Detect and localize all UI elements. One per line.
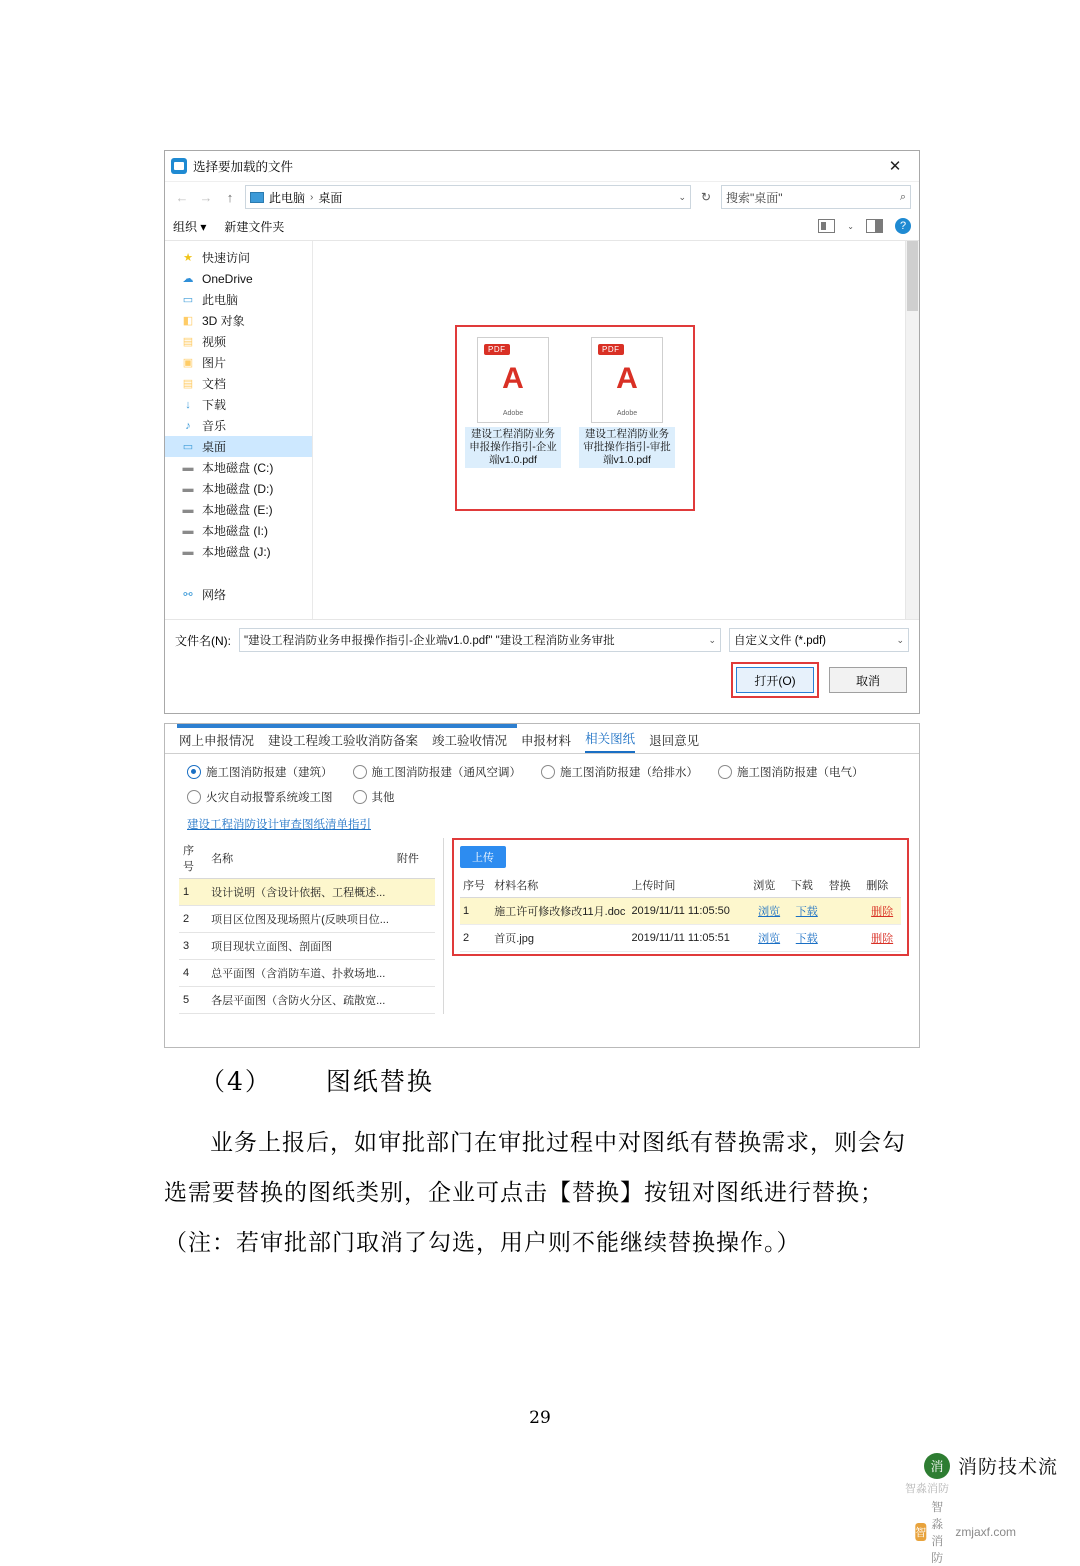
network-icon: ⚯ bbox=[183, 589, 193, 601]
column-divider bbox=[443, 838, 444, 1014]
cell-attachment[interactable] bbox=[393, 933, 435, 960]
drawing-category-radios bbox=[165, 754, 919, 805]
uploaded-materials-panel bbox=[452, 838, 909, 956]
drawing-checklist-guide-link[interactable]: 建设工程消防设计审查图纸清单指引 bbox=[187, 819, 371, 831]
search-icon: ⌕ bbox=[899, 190, 906, 203]
preview-pane-icon[interactable] bbox=[866, 219, 883, 233]
watermark-side-text: 智淼消防 bbox=[905, 1483, 949, 1495]
cell-index: 1 bbox=[179, 879, 207, 906]
download-link[interactable]: 下载 bbox=[795, 906, 818, 918]
sidebar-item-music[interactable] bbox=[165, 415, 312, 436]
file-grid bbox=[465, 337, 675, 468]
file-name-label: 建设工程消防业务审批操作指引-审批端v1.0.pdf bbox=[579, 427, 675, 468]
table-header-row bbox=[179, 838, 435, 879]
header-download: 下载 bbox=[788, 873, 826, 898]
cell-upload-time: 2019/11/11 11:05:51 bbox=[628, 925, 750, 952]
disk-icon: ▬ bbox=[182, 503, 194, 516]
file-list-pane[interactable] bbox=[313, 241, 919, 619]
chevron-down-icon[interactable]: ⌄ bbox=[847, 221, 854, 231]
radio-icon[interactable] bbox=[187, 790, 201, 804]
page-number: 29 bbox=[529, 1408, 551, 1428]
open-button-highlight bbox=[731, 662, 819, 698]
disk-icon: ▬ bbox=[182, 482, 194, 495]
delete-link[interactable]: 删除 bbox=[871, 933, 894, 945]
web-app-screenshot bbox=[164, 723, 920, 1048]
view-link[interactable]: 浏览 bbox=[758, 933, 781, 945]
sidebar-item-label: 3D 对象 bbox=[202, 314, 245, 328]
dialog-title-bar bbox=[165, 151, 919, 182]
radio-label: 施工图消防报建（电气） bbox=[737, 767, 864, 779]
filename-input[interactable] bbox=[239, 628, 721, 652]
table-header-row bbox=[460, 873, 901, 898]
cell-index: 5 bbox=[179, 987, 207, 1014]
disk-icon: ▬ bbox=[182, 545, 194, 558]
table-row[interactable] bbox=[179, 879, 435, 906]
sidebar-item-label: 文档 bbox=[202, 377, 227, 391]
radio-option-building[interactable] bbox=[187, 764, 333, 780]
sidebar-item-onedrive[interactable] bbox=[165, 268, 312, 289]
back-icon[interactable]: ← bbox=[175, 189, 189, 205]
scrollbar-thumb[interactable] bbox=[907, 241, 918, 311]
sidebar-item-network[interactable] bbox=[165, 584, 312, 605]
sidebar-item-label: 图片 bbox=[202, 356, 227, 370]
new-folder-button[interactable]: 新建文件夹 bbox=[224, 219, 285, 234]
watermark-right-text: 消防技术流 bbox=[957, 1456, 1058, 1478]
chevron-down-icon[interactable]: ⌄ bbox=[896, 634, 904, 645]
body-paragraph: 业务上报后，如审批部门在审批过程中对图纸有替换需求，则会勾选需要替换的图纸类别，企业可点击【替换】按钮对图纸进行替换；（注：若审批部门取消了勾选，用户则不能继续替换操作。） bbox=[164, 1130, 906, 1256]
dialog-title: 选择要加载的文件 bbox=[193, 160, 294, 174]
cell-name: 项目现状立面图、剖面图 bbox=[207, 933, 393, 960]
heading-title: 图纸替换 bbox=[325, 1067, 434, 1096]
sidebar-item-disk-i[interactable] bbox=[165, 520, 312, 541]
zhimiao-logo-icon: 智 bbox=[915, 1523, 926, 1541]
navigation-sidebar bbox=[165, 241, 313, 619]
radio-option-fire-alarm[interactable] bbox=[187, 789, 333, 805]
close-icon[interactable]: ✕ bbox=[888, 158, 902, 175]
radio-label: 施工图消防报建（建筑） bbox=[206, 767, 333, 779]
adobe-a-icon: A bbox=[502, 362, 524, 395]
radio-label: 火灾自动报警系统竣工图 bbox=[206, 792, 333, 804]
folder-icon: ▣ bbox=[182, 357, 194, 369]
navigation-bar bbox=[165, 182, 919, 212]
table-row[interactable] bbox=[179, 960, 435, 987]
cancel-button[interactable]: 取消 bbox=[829, 667, 907, 693]
tab-related-drawings[interactable]: 相关图纸 bbox=[585, 729, 635, 753]
tab-completion-acceptance-record[interactable]: 建设工程竣工验收消防备案 bbox=[268, 734, 419, 748]
breadcrumb-separator: › bbox=[310, 191, 314, 203]
breadcrumb-root[interactable]: 此电脑 bbox=[269, 190, 306, 205]
radio-icon[interactable] bbox=[541, 765, 555, 779]
file-name-label: 建设工程消防业务申报操作指引-企业端v1.0.pdf bbox=[465, 427, 561, 468]
watermark-right bbox=[924, 1452, 1058, 1479]
delete-link[interactable]: 删除 bbox=[871, 906, 894, 918]
desktop-icon: ▭ bbox=[182, 441, 194, 453]
forward-icon[interactable]: → bbox=[199, 189, 213, 205]
tab-acceptance-status[interactable]: 竣工验收情况 bbox=[432, 734, 508, 748]
radio-icon[interactable] bbox=[187, 765, 201, 779]
sidebar-item-label: 本地磁盘 (E:) bbox=[202, 503, 273, 517]
disk-icon: ▬ bbox=[182, 524, 194, 537]
cell-name: 项目区位图及现场照片(反映项目位... bbox=[207, 906, 393, 933]
sidebar-item-documents[interactable] bbox=[165, 373, 312, 394]
tab-online-declaration[interactable]: 网上申报情况 bbox=[179, 734, 255, 748]
filetype-select[interactable] bbox=[729, 628, 909, 652]
pdf-badge: PDF bbox=[484, 344, 510, 355]
folder-icon: ▤ bbox=[182, 336, 194, 348]
header-index: 序号 bbox=[460, 873, 491, 898]
sidebar-item-label: 本地磁盘 (C:) bbox=[202, 461, 274, 475]
download-icon: ↓ bbox=[185, 398, 191, 411]
computer-icon: ▭ bbox=[182, 294, 194, 306]
radio-row-2 bbox=[187, 789, 905, 805]
header-attachment: 附件 bbox=[393, 838, 435, 879]
view-mode-icon[interactable] bbox=[818, 219, 835, 233]
cell-index: 3 bbox=[179, 933, 207, 960]
sidebar-item-videos[interactable] bbox=[165, 331, 312, 352]
pdf-badge: PDF bbox=[598, 344, 624, 355]
tab-return-comments[interactable]: 退回意见 bbox=[649, 734, 700, 748]
dialog-body bbox=[165, 241, 919, 620]
sidebar-item-label: 网络 bbox=[202, 588, 227, 602]
cell-name: 设计说明（含设计依据、工程概述... bbox=[207, 879, 393, 906]
sidebar-item-quick-access[interactable] bbox=[165, 247, 312, 268]
cell-attachment[interactable] bbox=[393, 987, 435, 1014]
radio-option-plumbing[interactable] bbox=[541, 764, 698, 780]
cloud-icon: ☁ bbox=[182, 273, 194, 285]
watermark-center-url: zmjaxf.com bbox=[955, 1525, 1016, 1539]
filename-row bbox=[165, 620, 919, 660]
pdf-file-icon bbox=[591, 337, 663, 423]
content-columns bbox=[165, 838, 919, 1014]
radio-row-1 bbox=[187, 764, 905, 780]
header-delete: 删除 bbox=[863, 873, 901, 898]
radio-icon[interactable] bbox=[718, 765, 732, 779]
tab-bar bbox=[165, 724, 919, 754]
cell-index: 2 bbox=[179, 906, 207, 933]
sidebar-item-pictures[interactable] bbox=[165, 352, 312, 373]
filename-value: "建设工程消防业务申报操作指引-企业端v1.0.pdf" "建设工程消防业务审批 bbox=[244, 635, 615, 647]
search-placeholder: 搜索"桌面" bbox=[726, 190, 783, 205]
cell-material-name: 首页.jpg bbox=[491, 925, 628, 952]
header-view: 浏览 bbox=[750, 873, 788, 898]
radio-label: 施工图消防报建（通风空调） bbox=[371, 767, 521, 779]
header-replace: 替换 bbox=[826, 873, 864, 898]
chevron-down-icon[interactable]: ⌄ bbox=[678, 191, 686, 202]
top-accent-bar bbox=[177, 724, 517, 728]
sidebar-item-disk-j[interactable] bbox=[165, 541, 312, 562]
sidebar-item-label: 快速访问 bbox=[202, 251, 251, 265]
cell-index: 1 bbox=[460, 898, 491, 925]
cell-attachment[interactable] bbox=[393, 906, 435, 933]
section-heading bbox=[200, 1062, 434, 1098]
header-index: 序号 bbox=[179, 838, 207, 879]
radio-icon[interactable] bbox=[353, 790, 367, 804]
pdf-file-icon bbox=[477, 337, 549, 423]
cell-name: 各层平面图（含防火分区、疏散宽... bbox=[207, 987, 393, 1014]
window-icon bbox=[171, 158, 187, 174]
folder-icon: ▤ bbox=[182, 378, 194, 390]
radio-icon[interactable] bbox=[353, 765, 367, 779]
sidebar-item-label: OneDrive bbox=[202, 271, 253, 286]
radio-option-hvac[interactable] bbox=[353, 764, 522, 780]
file-open-dialog bbox=[164, 150, 920, 714]
view-link[interactable]: 浏览 bbox=[758, 906, 781, 918]
refresh-icon[interactable]: ↻ bbox=[700, 190, 712, 204]
sidebar-item-label: 桌面 bbox=[202, 440, 227, 454]
radio-option-other[interactable] bbox=[353, 789, 395, 805]
table-row[interactable] bbox=[460, 925, 901, 952]
disk-icon: ▬ bbox=[182, 461, 194, 474]
sidebar-item-disk-e[interactable] bbox=[165, 499, 312, 520]
drawing-checklist-table bbox=[179, 838, 435, 1014]
table-row[interactable] bbox=[460, 898, 901, 925]
organize-button[interactable]: 组织 ▾ bbox=[173, 219, 207, 234]
watermark-center-text: 智淼消防 bbox=[931, 1500, 944, 1565]
chevron-down-icon[interactable]: ⌄ bbox=[708, 634, 716, 645]
header-upload-time: 上传时间 bbox=[628, 873, 750, 898]
table-row[interactable] bbox=[179, 933, 435, 960]
header-name: 名称 bbox=[207, 838, 393, 879]
this-pc-icon bbox=[250, 192, 264, 203]
filetype-value: 自定义文件 (*.pdf) bbox=[734, 635, 827, 647]
radio-label: 其他 bbox=[371, 792, 395, 804]
filename-label: 文件名(N): bbox=[175, 633, 231, 648]
radio-option-electrical[interactable] bbox=[718, 764, 864, 780]
uploaded-materials-table bbox=[460, 873, 901, 952]
watermark-center bbox=[915, 1498, 1016, 1566]
open-button[interactable]: 打开(O) bbox=[736, 667, 814, 693]
help-icon[interactable]: ? bbox=[895, 218, 911, 234]
adobe-label: Adobe bbox=[502, 410, 524, 417]
dialog-actions bbox=[165, 660, 919, 706]
sidebar-item-label: 视频 bbox=[202, 335, 227, 349]
fire-logo-icon: 消 bbox=[924, 1453, 950, 1479]
cell-name: 总平面图（含消防车道、扑救场地... bbox=[207, 960, 393, 987]
file-item[interactable] bbox=[465, 337, 561, 468]
heading-number: （4） bbox=[200, 1067, 272, 1096]
sidebar-item-disk-d[interactable] bbox=[165, 478, 312, 499]
folder-icon: ◧ bbox=[182, 315, 194, 327]
header-material-name: 材料名称 bbox=[491, 873, 628, 898]
breadcrumb-current[interactable]: 桌面 bbox=[318, 190, 343, 205]
star-icon: ★ bbox=[183, 252, 193, 264]
address-bar[interactable] bbox=[245, 185, 691, 209]
cell-attachment[interactable] bbox=[393, 879, 435, 906]
sidebar-item-label: 本地磁盘 (J:) bbox=[202, 545, 271, 559]
sidebar-item-label: 此电脑 bbox=[202, 293, 239, 307]
adobe-label: Adobe bbox=[616, 410, 638, 417]
upload-button[interactable]: 上传 bbox=[460, 846, 506, 868]
table-row[interactable] bbox=[179, 987, 435, 1014]
music-icon: ♪ bbox=[185, 419, 191, 432]
sidebar-item-label: 音乐 bbox=[202, 419, 227, 433]
adobe-a-icon: A bbox=[616, 362, 638, 395]
sidebar-item-3d-objects[interactable] bbox=[165, 310, 312, 331]
table-row[interactable] bbox=[179, 906, 435, 933]
sidebar-item-label: 本地磁盘 (D:) bbox=[202, 482, 274, 496]
sidebar-item-label: 本地磁盘 (I:) bbox=[202, 524, 268, 538]
file-list-scrollbar[interactable] bbox=[905, 241, 919, 619]
up-icon[interactable]: ↑ bbox=[226, 189, 234, 205]
sidebar-item-disk-c[interactable] bbox=[165, 457, 312, 478]
cell-upload-time: 2019/11/11 11:05:50 bbox=[628, 898, 750, 925]
search-input[interactable] bbox=[721, 185, 911, 209]
sidebar-item-this-pc[interactable] bbox=[165, 289, 312, 310]
cell-attachment[interactable] bbox=[393, 960, 435, 987]
sidebar-item-downloads[interactable] bbox=[165, 394, 312, 415]
dialog-toolbar bbox=[165, 212, 919, 241]
cell-material-name: 施工许可修改修改11月.doc bbox=[491, 898, 628, 925]
download-link[interactable]: 下载 bbox=[795, 933, 818, 945]
tab-declaration-materials[interactable]: 申报材料 bbox=[521, 734, 572, 748]
radio-label: 施工图消防报建（给排水） bbox=[560, 767, 698, 779]
sidebar-item-desktop[interactable] bbox=[165, 436, 312, 457]
sidebar-item-label: 下载 bbox=[202, 398, 227, 412]
file-item[interactable] bbox=[579, 337, 675, 468]
cell-index: 2 bbox=[460, 925, 491, 952]
cell-index: 4 bbox=[179, 960, 207, 987]
